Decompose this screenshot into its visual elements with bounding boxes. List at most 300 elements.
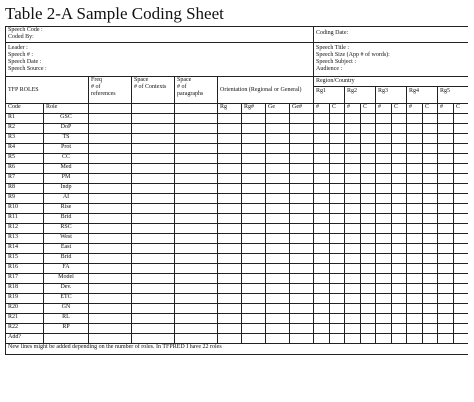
entry-cell[interactable] [438, 254, 454, 264]
entry-cell[interactable] [423, 244, 438, 254]
entry-cell[interactable] [345, 314, 361, 324]
entry-cell[interactable] [314, 224, 330, 234]
entry-cell[interactable] [175, 174, 218, 184]
entry-cell[interactable] [290, 224, 314, 234]
entry-cell[interactable] [361, 114, 376, 124]
entry-cell[interactable] [423, 204, 438, 214]
entry-cell[interactable] [361, 174, 376, 184]
entry-cell[interactable] [407, 144, 423, 154]
entry-cell[interactable] [218, 144, 242, 154]
entry-cell[interactable] [423, 174, 438, 184]
entry-cell[interactable] [407, 164, 423, 174]
entry-cell[interactable] [314, 194, 330, 204]
entry-cell[interactable] [438, 164, 454, 174]
entry-cell[interactable] [175, 264, 218, 274]
entry-cell[interactable] [89, 204, 132, 214]
entry-cell[interactable] [423, 154, 438, 164]
entry-cell[interactable] [454, 154, 468, 164]
entry-cell[interactable] [361, 264, 376, 274]
entry-cell[interactable] [454, 134, 468, 144]
entry-cell[interactable] [89, 144, 132, 154]
entry-cell[interactable] [290, 154, 314, 164]
entry-cell[interactable] [218, 254, 242, 264]
entry-cell[interactable] [242, 234, 266, 244]
entry-cell[interactable] [266, 184, 290, 194]
entry-cell[interactable] [89, 314, 132, 324]
entry-cell[interactable] [132, 124, 175, 134]
entry-cell[interactable] [175, 304, 218, 314]
entry-cell[interactable] [89, 174, 132, 184]
entry-cell[interactable] [290, 304, 314, 314]
entry-cell[interactable] [361, 224, 376, 234]
entry-cell[interactable] [454, 164, 468, 174]
entry-cell[interactable] [266, 274, 290, 284]
entry-cell[interactable] [218, 174, 242, 184]
entry-cell[interactable] [89, 184, 132, 194]
entry-cell[interactable] [423, 234, 438, 244]
entry-cell[interactable] [175, 214, 218, 224]
entry-cell[interactable] [175, 144, 218, 154]
entry-cell[interactable] [407, 234, 423, 244]
entry-cell[interactable] [175, 224, 218, 234]
entry-cell[interactable] [242, 334, 266, 344]
entry-cell[interactable] [423, 114, 438, 124]
entry-cell[interactable] [218, 154, 242, 164]
entry-cell[interactable] [242, 114, 266, 124]
entry-cell[interactable] [314, 164, 330, 174]
entry-cell[interactable] [132, 174, 175, 184]
entry-cell[interactable] [330, 304, 345, 314]
entry-cell[interactable] [376, 224, 392, 234]
entry-cell[interactable] [376, 114, 392, 124]
entry-cell[interactable] [423, 124, 438, 134]
entry-cell[interactable] [89, 134, 132, 144]
entry-cell[interactable] [330, 234, 345, 244]
entry-cell[interactable] [454, 334, 468, 344]
entry-cell[interactable] [407, 154, 423, 164]
entry-cell[interactable] [314, 274, 330, 284]
entry-cell[interactable] [361, 124, 376, 134]
entry-cell[interactable] [392, 334, 407, 344]
entry-cell[interactable] [266, 324, 290, 334]
entry-cell[interactable] [218, 314, 242, 324]
entry-cell[interactable] [392, 144, 407, 154]
entry-cell[interactable] [89, 294, 132, 304]
entry-cell[interactable] [345, 164, 361, 174]
leader-info-cell[interactable] [6, 43, 314, 77]
entry-cell[interactable] [290, 334, 314, 344]
entry-cell[interactable] [175, 164, 218, 174]
entry-cell[interactable] [407, 254, 423, 264]
entry-cell[interactable] [290, 264, 314, 274]
entry-cell[interactable] [423, 274, 438, 284]
entry-cell[interactable] [242, 224, 266, 234]
entry-cell[interactable] [218, 214, 242, 224]
entry-cell[interactable] [132, 314, 175, 324]
entry-cell[interactable] [376, 214, 392, 224]
entry-cell[interactable] [290, 164, 314, 174]
entry-cell[interactable] [376, 254, 392, 264]
entry-cell[interactable] [454, 174, 468, 184]
entry-cell[interactable] [361, 234, 376, 244]
entry-cell[interactable] [423, 334, 438, 344]
entry-cell[interactable] [132, 304, 175, 314]
entry-cell[interactable] [407, 314, 423, 324]
entry-cell[interactable] [407, 174, 423, 184]
entry-cell[interactable] [132, 234, 175, 244]
entry-cell[interactable] [438, 124, 454, 134]
entry-cell[interactable] [345, 324, 361, 334]
entry-cell[interactable] [89, 334, 132, 344]
entry-cell[interactable] [175, 324, 218, 334]
entry-cell[interactable] [218, 184, 242, 194]
entry-cell[interactable] [218, 224, 242, 234]
entry-cell[interactable] [132, 264, 175, 274]
entry-cell[interactable] [392, 254, 407, 264]
entry-cell[interactable] [423, 224, 438, 234]
entry-cell[interactable] [407, 224, 423, 234]
entry-cell[interactable] [407, 264, 423, 274]
entry-cell[interactable] [454, 224, 468, 234]
entry-cell[interactable] [175, 244, 218, 254]
entry-cell[interactable] [392, 164, 407, 174]
entry-cell[interactable] [407, 334, 423, 344]
entry-cell[interactable] [361, 184, 376, 194]
entry-cell[interactable] [175, 194, 218, 204]
entry-cell[interactable] [407, 324, 423, 334]
entry-cell[interactable] [218, 194, 242, 204]
entry-cell[interactable] [290, 204, 314, 214]
entry-cell[interactable] [242, 254, 266, 264]
entry-cell[interactable] [89, 304, 132, 314]
entry-cell[interactable] [314, 154, 330, 164]
entry-cell[interactable] [345, 244, 361, 254]
entry-cell[interactable] [376, 294, 392, 304]
entry-cell[interactable] [407, 204, 423, 214]
entry-cell[interactable] [218, 264, 242, 274]
entry-cell[interactable] [423, 324, 438, 334]
entry-cell[interactable] [345, 284, 361, 294]
entry-cell[interactable] [290, 124, 314, 134]
entry-cell[interactable] [407, 124, 423, 134]
entry-cell[interactable] [345, 234, 361, 244]
entry-cell[interactable] [132, 184, 175, 194]
speech-info-cell[interactable] [314, 43, 468, 77]
entry-cell[interactable] [423, 294, 438, 304]
entry-cell[interactable] [376, 154, 392, 164]
entry-cell[interactable] [290, 254, 314, 264]
entry-cell[interactable] [345, 304, 361, 314]
entry-cell[interactable] [407, 114, 423, 124]
entry-cell[interactable] [330, 254, 345, 264]
entry-cell[interactable] [218, 294, 242, 304]
entry-cell[interactable] [314, 304, 330, 314]
entry-cell[interactable] [407, 134, 423, 144]
entry-cell[interactable] [345, 334, 361, 344]
entry-cell[interactable] [376, 304, 392, 314]
entry-cell[interactable] [454, 204, 468, 214]
entry-cell[interactable] [438, 314, 454, 324]
entry-cell[interactable] [314, 204, 330, 214]
entry-cell[interactable] [438, 284, 454, 294]
entry-cell[interactable] [290, 194, 314, 204]
entry-cell[interactable] [266, 224, 290, 234]
entry-cell[interactable] [345, 224, 361, 234]
entry-cell[interactable] [242, 124, 266, 134]
entry-cell[interactable] [242, 174, 266, 184]
entry-cell[interactable] [423, 134, 438, 144]
entry-cell[interactable] [392, 214, 407, 224]
entry-cell[interactable] [454, 144, 468, 154]
entry-cell[interactable] [438, 304, 454, 314]
entry-cell[interactable] [314, 254, 330, 264]
entry-cell[interactable] [266, 164, 290, 174]
entry-cell[interactable] [345, 194, 361, 204]
entry-cell[interactable] [361, 194, 376, 204]
entry-cell[interactable] [242, 244, 266, 254]
entry-cell[interactable] [266, 234, 290, 244]
entry-cell[interactable] [392, 194, 407, 204]
entry-cell[interactable] [242, 164, 266, 174]
entry-cell[interactable] [330, 194, 345, 204]
entry-cell[interactable] [175, 314, 218, 324]
entry-cell[interactable] [376, 204, 392, 214]
entry-cell[interactable] [89, 224, 132, 234]
entry-cell[interactable] [423, 164, 438, 174]
entry-cell[interactable] [314, 114, 330, 124]
entry-cell[interactable] [175, 134, 218, 144]
entry-cell[interactable] [330, 114, 345, 124]
entry-cell[interactable] [454, 234, 468, 244]
entry-cell[interactable] [345, 264, 361, 274]
entry-cell[interactable] [242, 184, 266, 194]
entry-cell[interactable] [376, 284, 392, 294]
entry-cell[interactable] [438, 144, 454, 154]
entry-cell[interactable] [438, 174, 454, 184]
entry-cell[interactable] [330, 334, 345, 344]
entry-cell[interactable] [89, 284, 132, 294]
entry-cell[interactable] [175, 124, 218, 134]
entry-cell[interactable] [132, 204, 175, 214]
entry-cell[interactable] [132, 294, 175, 304]
entry-cell[interactable] [438, 224, 454, 234]
entry-cell[interactable] [218, 244, 242, 254]
entry-cell[interactable] [376, 324, 392, 334]
entry-cell[interactable] [423, 254, 438, 264]
entry-cell[interactable] [392, 224, 407, 234]
entry-cell[interactable] [392, 294, 407, 304]
entry-cell[interactable] [330, 314, 345, 324]
entry-cell[interactable] [132, 284, 175, 294]
entry-cell[interactable] [218, 204, 242, 214]
entry-cell[interactable] [438, 214, 454, 224]
entry-cell[interactable] [423, 314, 438, 324]
entry-cell[interactable] [290, 134, 314, 144]
entry-cell[interactable] [132, 274, 175, 284]
entry-cell[interactable] [361, 324, 376, 334]
entry-cell[interactable] [438, 114, 454, 124]
entry-cell[interactable] [376, 194, 392, 204]
entry-cell[interactable] [290, 284, 314, 294]
entry-cell[interactable] [361, 144, 376, 154]
entry-cell[interactable] [132, 144, 175, 154]
entry-cell[interactable] [89, 324, 132, 334]
entry-cell[interactable] [175, 284, 218, 294]
entry-cell[interactable] [314, 174, 330, 184]
entry-cell[interactable] [290, 234, 314, 244]
entry-cell[interactable] [423, 144, 438, 154]
entry-cell[interactable] [392, 184, 407, 194]
entry-cell[interactable] [89, 244, 132, 254]
entry-cell[interactable] [266, 144, 290, 154]
entry-cell[interactable] [266, 114, 290, 124]
entry-cell[interactable] [345, 214, 361, 224]
entry-cell[interactable] [392, 324, 407, 334]
entry-cell[interactable] [266, 294, 290, 304]
entry-cell[interactable] [290, 114, 314, 124]
entry-cell[interactable] [330, 174, 345, 184]
entry-cell[interactable] [266, 284, 290, 294]
entry-cell[interactable] [132, 164, 175, 174]
entry-cell[interactable] [454, 284, 468, 294]
entry-cell[interactable] [314, 244, 330, 254]
entry-cell[interactable] [242, 134, 266, 144]
entry-cell[interactable] [89, 124, 132, 134]
entry-cell[interactable] [454, 294, 468, 304]
entry-cell[interactable] [266, 304, 290, 314]
entry-cell[interactable] [376, 334, 392, 344]
entry-cell[interactable] [361, 334, 376, 344]
entry-cell[interactable] [175, 294, 218, 304]
entry-cell[interactable] [392, 244, 407, 254]
entry-cell[interactable] [175, 204, 218, 214]
entry-cell[interactable] [175, 334, 218, 344]
entry-cell[interactable] [454, 274, 468, 284]
entry-cell[interactable] [392, 234, 407, 244]
entry-cell[interactable] [132, 214, 175, 224]
entry-cell[interactable] [330, 204, 345, 214]
entry-cell[interactable] [438, 184, 454, 194]
entry-cell[interactable] [175, 184, 218, 194]
entry-cell[interactable] [361, 134, 376, 144]
entry-cell[interactable] [266, 244, 290, 254]
entry-cell[interactable] [290, 244, 314, 254]
coding-date-cell[interactable] [314, 27, 468, 43]
entry-cell[interactable] [423, 194, 438, 204]
entry-cell[interactable] [454, 254, 468, 264]
entry-cell[interactable] [345, 184, 361, 194]
entry-cell[interactable] [438, 234, 454, 244]
entry-cell[interactable] [175, 234, 218, 244]
entry-cell[interactable] [345, 204, 361, 214]
entry-cell[interactable] [132, 194, 175, 204]
entry-cell[interactable] [290, 174, 314, 184]
entry-cell[interactable] [266, 314, 290, 324]
entry-cell[interactable] [314, 184, 330, 194]
entry-cell[interactable] [423, 284, 438, 294]
entry-cell[interactable] [392, 154, 407, 164]
entry-cell[interactable] [423, 264, 438, 274]
entry-cell[interactable] [89, 164, 132, 174]
entry-cell[interactable] [314, 294, 330, 304]
entry-cell[interactable] [423, 304, 438, 314]
entry-cell[interactable] [314, 234, 330, 244]
entry-cell[interactable] [376, 174, 392, 184]
entry-cell[interactable] [290, 274, 314, 284]
entry-cell[interactable] [132, 224, 175, 234]
entry-cell[interactable] [438, 294, 454, 304]
entry-cell[interactable] [314, 324, 330, 334]
entry-cell[interactable] [242, 294, 266, 304]
entry-cell[interactable] [454, 304, 468, 314]
entry-cell[interactable] [218, 234, 242, 244]
entry-cell[interactable] [242, 214, 266, 224]
entry-cell[interactable] [242, 204, 266, 214]
entry-cell[interactable] [266, 134, 290, 144]
entry-cell[interactable] [330, 164, 345, 174]
entry-cell[interactable] [438, 324, 454, 334]
entry-cell[interactable] [454, 244, 468, 254]
entry-cell[interactable] [345, 274, 361, 284]
entry-cell[interactable] [454, 184, 468, 194]
entry-cell[interactable] [314, 134, 330, 144]
entry-cell[interactable] [454, 324, 468, 334]
entry-cell[interactable] [361, 314, 376, 324]
entry-cell[interactable] [132, 324, 175, 334]
entry-cell[interactable] [330, 154, 345, 164]
entry-cell[interactable] [330, 144, 345, 154]
entry-cell[interactable] [218, 274, 242, 284]
entry-cell[interactable] [407, 304, 423, 314]
entry-cell[interactable] [407, 184, 423, 194]
entry-cell[interactable] [423, 184, 438, 194]
entry-cell[interactable] [345, 254, 361, 264]
entry-cell[interactable] [266, 194, 290, 204]
entry-cell[interactable] [361, 304, 376, 314]
entry-cell[interactable] [438, 334, 454, 344]
entry-cell[interactable] [89, 234, 132, 244]
entry-cell[interactable] [290, 144, 314, 154]
entry-cell[interactable] [89, 214, 132, 224]
entry-cell[interactable] [438, 264, 454, 274]
entry-cell[interactable] [376, 244, 392, 254]
entry-cell[interactable] [218, 304, 242, 314]
entry-cell[interactable] [330, 224, 345, 234]
entry-cell[interactable] [407, 244, 423, 254]
entry-cell[interactable] [392, 124, 407, 134]
entry-cell[interactable] [361, 284, 376, 294]
entry-cell[interactable] [89, 254, 132, 264]
entry-cell[interactable] [242, 324, 266, 334]
entry-cell[interactable] [132, 244, 175, 254]
entry-cell[interactable] [132, 114, 175, 124]
entry-cell[interactable] [89, 114, 132, 124]
entry-cell[interactable] [345, 114, 361, 124]
entry-cell[interactable] [218, 284, 242, 294]
entry-cell[interactable] [392, 134, 407, 144]
entry-cell[interactable] [89, 154, 132, 164]
entry-cell[interactable] [392, 274, 407, 284]
entry-cell[interactable] [290, 324, 314, 334]
entry-cell[interactable] [218, 164, 242, 174]
entry-cell[interactable] [242, 304, 266, 314]
entry-cell[interactable] [345, 294, 361, 304]
entry-cell[interactable] [361, 244, 376, 254]
entry-cell[interactable] [376, 124, 392, 134]
entry-cell[interactable] [290, 314, 314, 324]
entry-cell[interactable] [175, 114, 218, 124]
entry-cell[interactable] [376, 234, 392, 244]
